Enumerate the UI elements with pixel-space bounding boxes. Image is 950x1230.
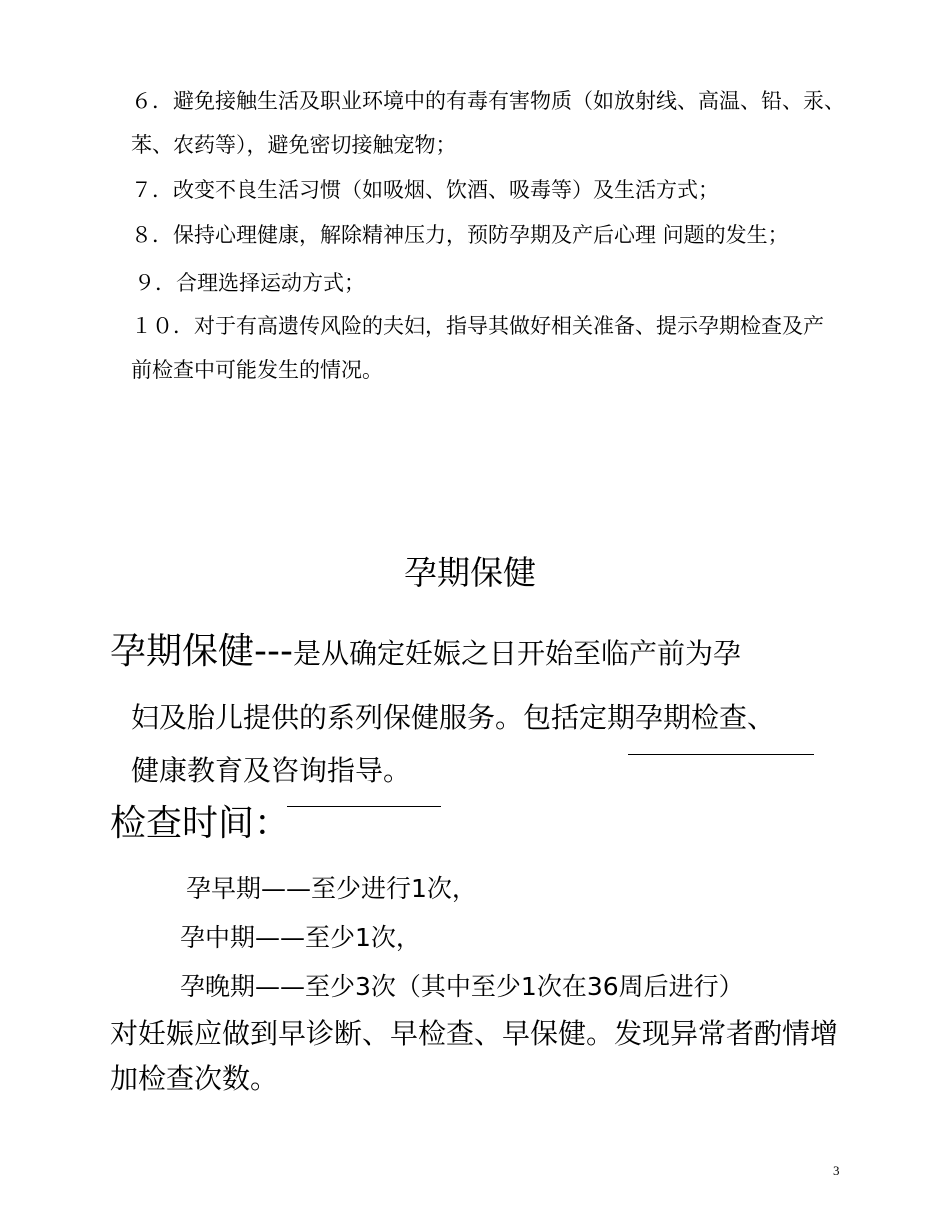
underline-rule-2 <box>287 806 441 807</box>
check-time-item-mid: 孕中期——至少1次， <box>180 923 421 952</box>
section-title: 孕期保健 <box>404 553 536 592</box>
list-item-6: ６．避免接触生活及职业环境中的有毒有害物质（如放射线、高温、铅、汞、 <box>131 89 845 113</box>
closing-line-2: 加检查次数。 <box>110 1062 279 1095</box>
definition-term: 孕期保健--- <box>110 631 293 672</box>
list-item-6-cont: 苯、农药等），避免密切接触宠物； <box>131 133 457 157</box>
list-item-10-cont: 前检查中可能发生的情况。 <box>131 358 383 382</box>
list-item-8: ８．保持心理健康，解除精神压力，预防孕期及产后心理 问题的发生； <box>131 223 789 247</box>
list-item-7: ７．改变不良生活习惯（如吸烟、饮酒、吸毒等）及生活方式； <box>131 178 719 202</box>
closing-line-1: 对妊娠应做到早诊断、早检查、早保健。发现异常者酌情增 <box>110 1017 839 1050</box>
underline-rule-1 <box>628 754 814 755</box>
definition-line-3: 健康教育及咨询指导。 <box>131 754 412 787</box>
definition-line-2: 妇及胎儿提供的系列保健服务。包括定期孕期检查、 <box>131 701 776 734</box>
check-time-item-late: 孕晚期——至少3次（其中至少1次在36周后进行） <box>180 972 744 1001</box>
list-item-9: ９．合理选择运动方式； <box>134 271 365 295</box>
definition-line-1 <box>110 631 741 672</box>
check-time-item-early: 孕早期——至少进行1次， <box>186 874 477 903</box>
definition-text-1: 是从确定妊娠之日开始至临产前为孕 <box>292 637 741 670</box>
page-number: 3 <box>833 1163 840 1178</box>
list-item-10: １０．对于有高遗传风险的夫妇，指导其做好相关准备、提示孕期检查及产 <box>131 314 824 338</box>
check-time-heading: 检查时间： <box>110 803 291 844</box>
